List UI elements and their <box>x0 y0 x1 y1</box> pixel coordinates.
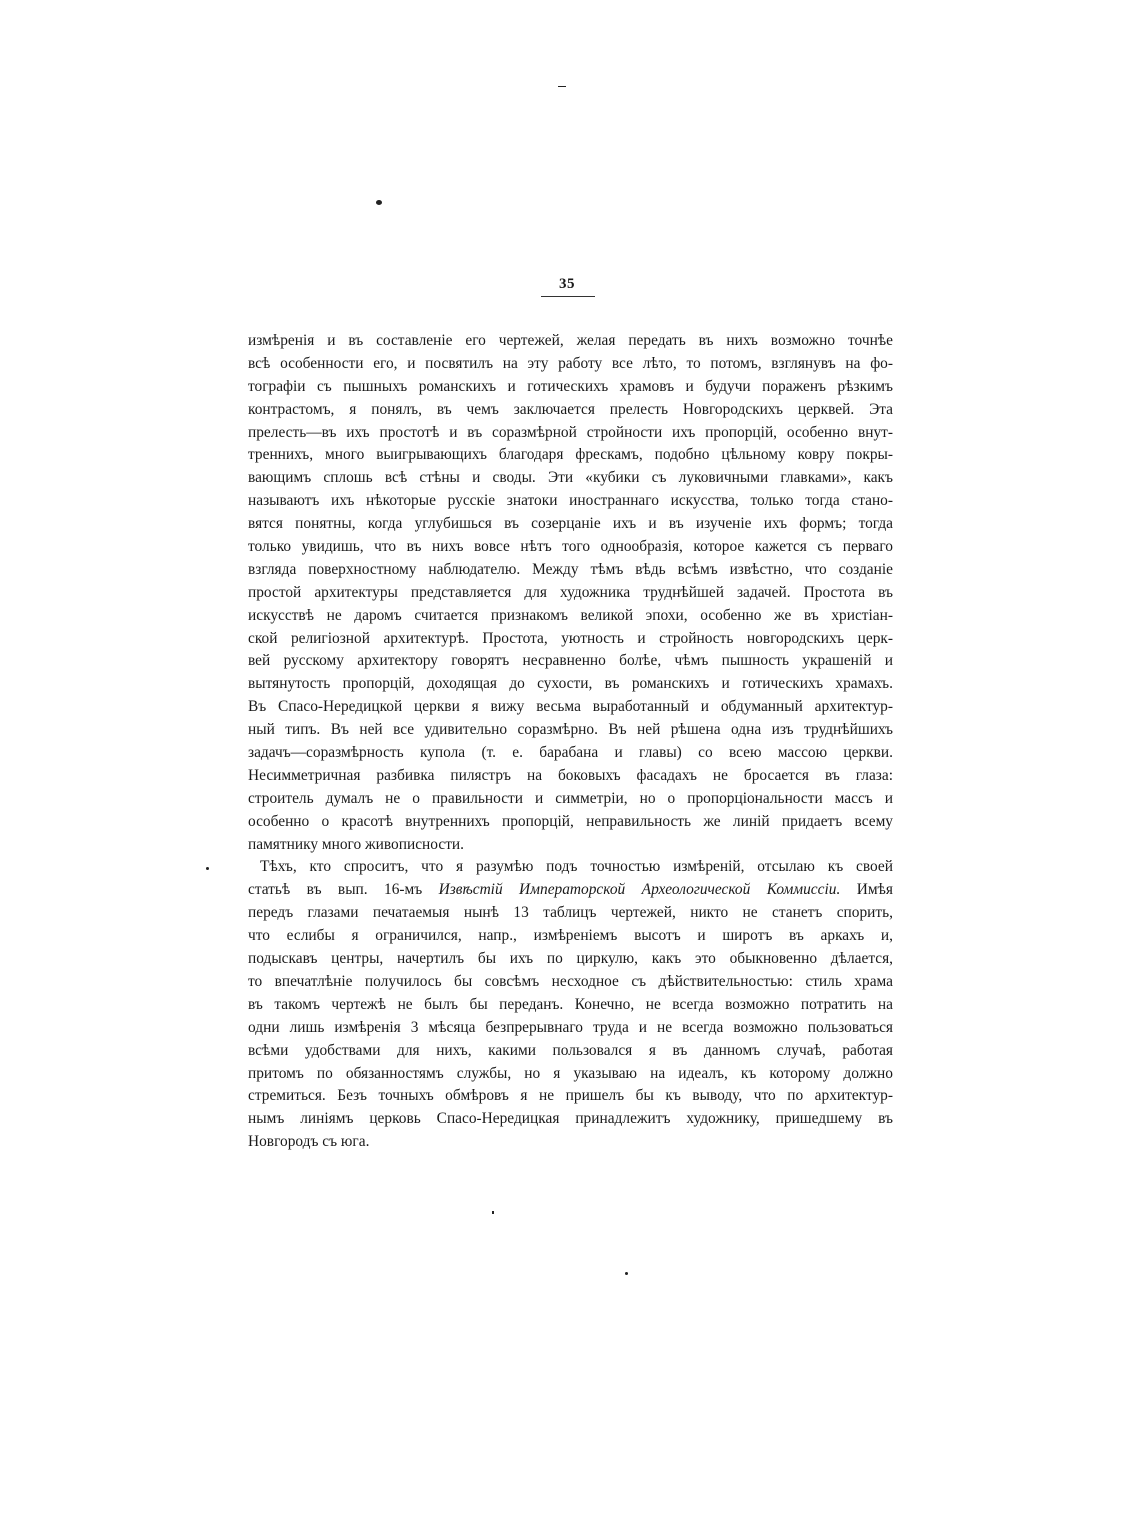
text-line: стремиться. Безъ точныхъ обмѣровъ я не пришелъ бы къ выводу, что по архитектур- <box>248 1087 893 1105</box>
scan-mark <box>376 200 382 205</box>
page-number: 35 <box>559 276 575 292</box>
text-line: контрастомъ, я понялъ, въ чемъ заключается прелесть Новгородскихъ церквей. Эта <box>248 400 893 418</box>
paragraph-2 <box>248 856 893 1154</box>
text-line: вающимъ сплошь всѣ стѣны и своды. Эти «кубики съ луковичными главками», какъ <box>248 469 893 487</box>
text-line: строитель думалъ не о правильности и симметріи, но о пропорціональности массъ и <box>248 789 893 807</box>
text-line: памятнику много живописности. <box>248 835 465 853</box>
text-line: всѣ особенности его, и посвятилъ на эту работу все лѣто, то потомъ, взглянувъ на фо- <box>248 354 893 372</box>
text-line: Въ Спасо-Нередицкой церкви я вижу весьма выработанный и обдуманный архитектур- <box>248 698 893 716</box>
text-line: притомъ по обязанностямъ службы, но я указываю на идеалъ, къ которому должно <box>248 1064 893 1082</box>
text-line: вытянутость пропорцій, доходящая до сухости, въ романскихъ и готическихъ храмахъ. <box>248 675 893 693</box>
text-line: передъ глазами печатаемыя нынѣ 13 таблицъ чертежей, никто не станетъ спорить, <box>248 904 893 922</box>
text-line: ный типъ. Въ ней все удивительно соразмѣрно. Въ ней рѣшена одна изъ труднѣйшихъ <box>248 721 893 739</box>
scan-mark <box>206 867 209 870</box>
text-line: задачъ—соразмѣрность купола (т. е. барабана и главы) со всею массою церкви. <box>248 744 893 762</box>
text-line: Несимметричная разбивка пилястръ на боковыхъ фасадахъ не бросается въ глаза: <box>248 766 893 784</box>
text-line: искусствѣ не даромъ считается признакомъ великой эпохи, особенно же въ христіан- <box>248 606 893 624</box>
text-line: одни лишь измѣренія 3 мѣсяца безпрерывнаго труда и не всегда возможно пользоваться <box>248 1018 893 1036</box>
text-line: измѣренія и въ составленіе его чертежей, желая передать въ нихъ возможно точнѣе <box>248 332 893 349</box>
text-line: тографіи съ пышныхъ романскихъ и готическихъ храмовъ и будучи пораженъ рѣзкимъ <box>248 377 893 395</box>
text-run: Имѣя <box>840 881 893 899</box>
text-run: статьѣ въ вып. 16-мъ <box>248 881 439 899</box>
body-text <box>248 330 893 1154</box>
text-line <box>248 879 893 902</box>
text-line: Новгородъ съ юга. <box>248 1133 370 1151</box>
journal-title: Извѣстій Императорской Археологической Коммиссіи. <box>438 881 841 899</box>
text-line: нымъ линіямъ церковь Спасо-Нередицкая принадлежитъ художнику, пришедшему въ <box>248 1110 893 1128</box>
page-number-rule <box>541 296 595 297</box>
scan-mark <box>558 86 566 87</box>
text-line: называютъ ихъ нѣкоторые русскіе знатоки иностраннаго искусства, только тогда стано- <box>248 492 893 510</box>
text-line: ской религіозной архитектурѣ. Простота, уютность и стройность новгородскихъ церк- <box>248 629 893 647</box>
text-line: прелесть—въ ихъ простотѣ и въ соразмѣрной стройности ихъ пропорцій, особенно внут- <box>248 423 893 441</box>
paragraph-1 <box>248 330 893 856</box>
scan-mark <box>492 1211 494 1214</box>
text-line: Тѣхъ, кто спроситъ, что я разумѣю подъ точностью измѣреній, отсылаю къ своей <box>260 858 893 876</box>
text-line: всѣми удобствами для нихъ, какими пользовался я въ данномъ случаѣ, работая <box>248 1041 893 1059</box>
text-line: вятся понятны, когда углубишься въ созерцаніе ихъ и въ изученіе ихъ формъ; тогда <box>248 515 893 533</box>
text-line: взгляда поверхностному наблюдателю. Между тѣмъ вѣдь всѣмъ извѣстно, что созданіе <box>248 560 893 578</box>
text-line: только увидишь, что въ нихъ вовсе нѣтъ того однообразія, которое кажется съ перваго <box>248 538 893 556</box>
text-line: въ такомъ чертежѣ не былъ бы переданъ. Конечно, не всегда возможно потратить на <box>248 995 893 1013</box>
text-line: то впечатлѣніе получилось бы совсѣмъ несходное съ дѣйствительностью: стиль храма <box>248 972 893 990</box>
text-line: подыскавъ центры, начертилъ бы ихъ по циркулю, какъ это обыкновенно дѣлается, <box>248 950 893 968</box>
scan-mark <box>625 1272 628 1275</box>
text-line: особенно о красотѣ внутреннихъ пропорцій, неправильность же линій придаетъ всему <box>248 812 893 830</box>
text-line: что еслибы я ограничился, напр., измѣреніемъ высотъ и широтъ въ аркахъ и, <box>248 927 893 945</box>
text-line: вей русскому архитектору говорятъ несравненно болѣе, чѣмъ пышность украшеній и <box>248 652 893 670</box>
text-line: простой архитектуры представляется для художника труднѣйшей задачей. Простота въ <box>248 583 893 601</box>
text-line: треннихъ, много выигрывающихъ благодаря фрескамъ, подобно цѣльному ковру покры- <box>248 446 893 464</box>
